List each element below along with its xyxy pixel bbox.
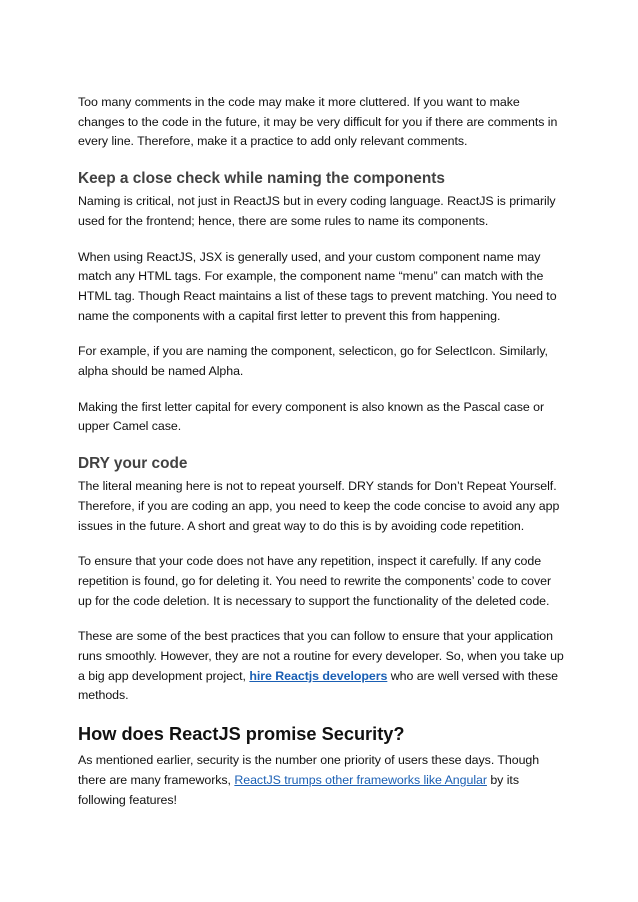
security-paragraph-text-before: As mentioned earlier, security is the number one priority of users these days. Though there are many frameworks, bbox=[78, 753, 540, 787]
intro-paragraph: Too many comments in the code may make it more cluttered. If you want to make changes to the code in the future, it may be very difficult for you if there are comments in every line. Therefore, make it a practice to add only relevant comments. bbox=[78, 95, 558, 149]
section-heading-security: How does ReactJS promise Security? bbox=[78, 724, 405, 745]
security-paragraph-text-after: by its following features! bbox=[78, 772, 519, 807]
reactjs-vs-angular-link[interactable]: ReactJS trumps other frameworks like Angular bbox=[234, 772, 487, 787]
naming-paragraph-1: Naming is critical, not just in ReactJS but in every coding language. ReactJS is primarily used for the frontend; hence, there are some rules to name its components. bbox=[78, 194, 556, 228]
dry-paragraph-2: To ensure that your code does not have any repetition, inspect it carefully. If any code repetition is found, go for deleting it. You need to rewrite the components’ code to cover up for the code deletion. It is necessary to support the functionality of the deleted code. bbox=[78, 554, 552, 608]
dry-paragraph-3-text-before: These are some of the best practices that you can follow to ensure that your application runs smoothly. However, they are not a routine for every developer. So, when you take up a big app development project, bbox=[78, 629, 564, 683]
naming-paragraph-2: When using ReactJS, JSX is generally used, and your custom component name may match any HTML tags. For example, the component name “menu” can match with the HTML tag. Though React maintains a list of these tags to prevent matching. You need to name the components with a capital first letter to prevent this from happening. bbox=[78, 249, 557, 323]
dry-paragraph-3-text-after: who are well versed with these methods. bbox=[78, 668, 558, 703]
document-page bbox=[78, 93, 566, 826]
security-paragraph-1 bbox=[78, 751, 566, 810]
naming-paragraph-4: Making the first letter capital for every component is also known as the Pascal case or upper Camel case. bbox=[78, 399, 545, 434]
naming-paragraph-3: For example, if you are naming the component, selecticon, go for SelectIcon. Similarly, alpha should be named Alpha. bbox=[78, 344, 548, 379]
dry-paragraph-1: The literal meaning here is not to repeat yourself. DRY stands for Don’t Repeat Yourself. Therefore, if you are coding an app, you need to keep the code concise to avoid any app issues in the future. A short and great way to do this is by avoiding code repetition. bbox=[78, 479, 560, 533]
section-heading-dry: DRY your code bbox=[78, 455, 188, 473]
hire-reactjs-developers-link[interactable]: hire Reactjs developers bbox=[249, 668, 388, 683]
section-heading-naming: Keep a close check while naming the components bbox=[78, 170, 445, 188]
dry-paragraph-3 bbox=[78, 627, 566, 706]
